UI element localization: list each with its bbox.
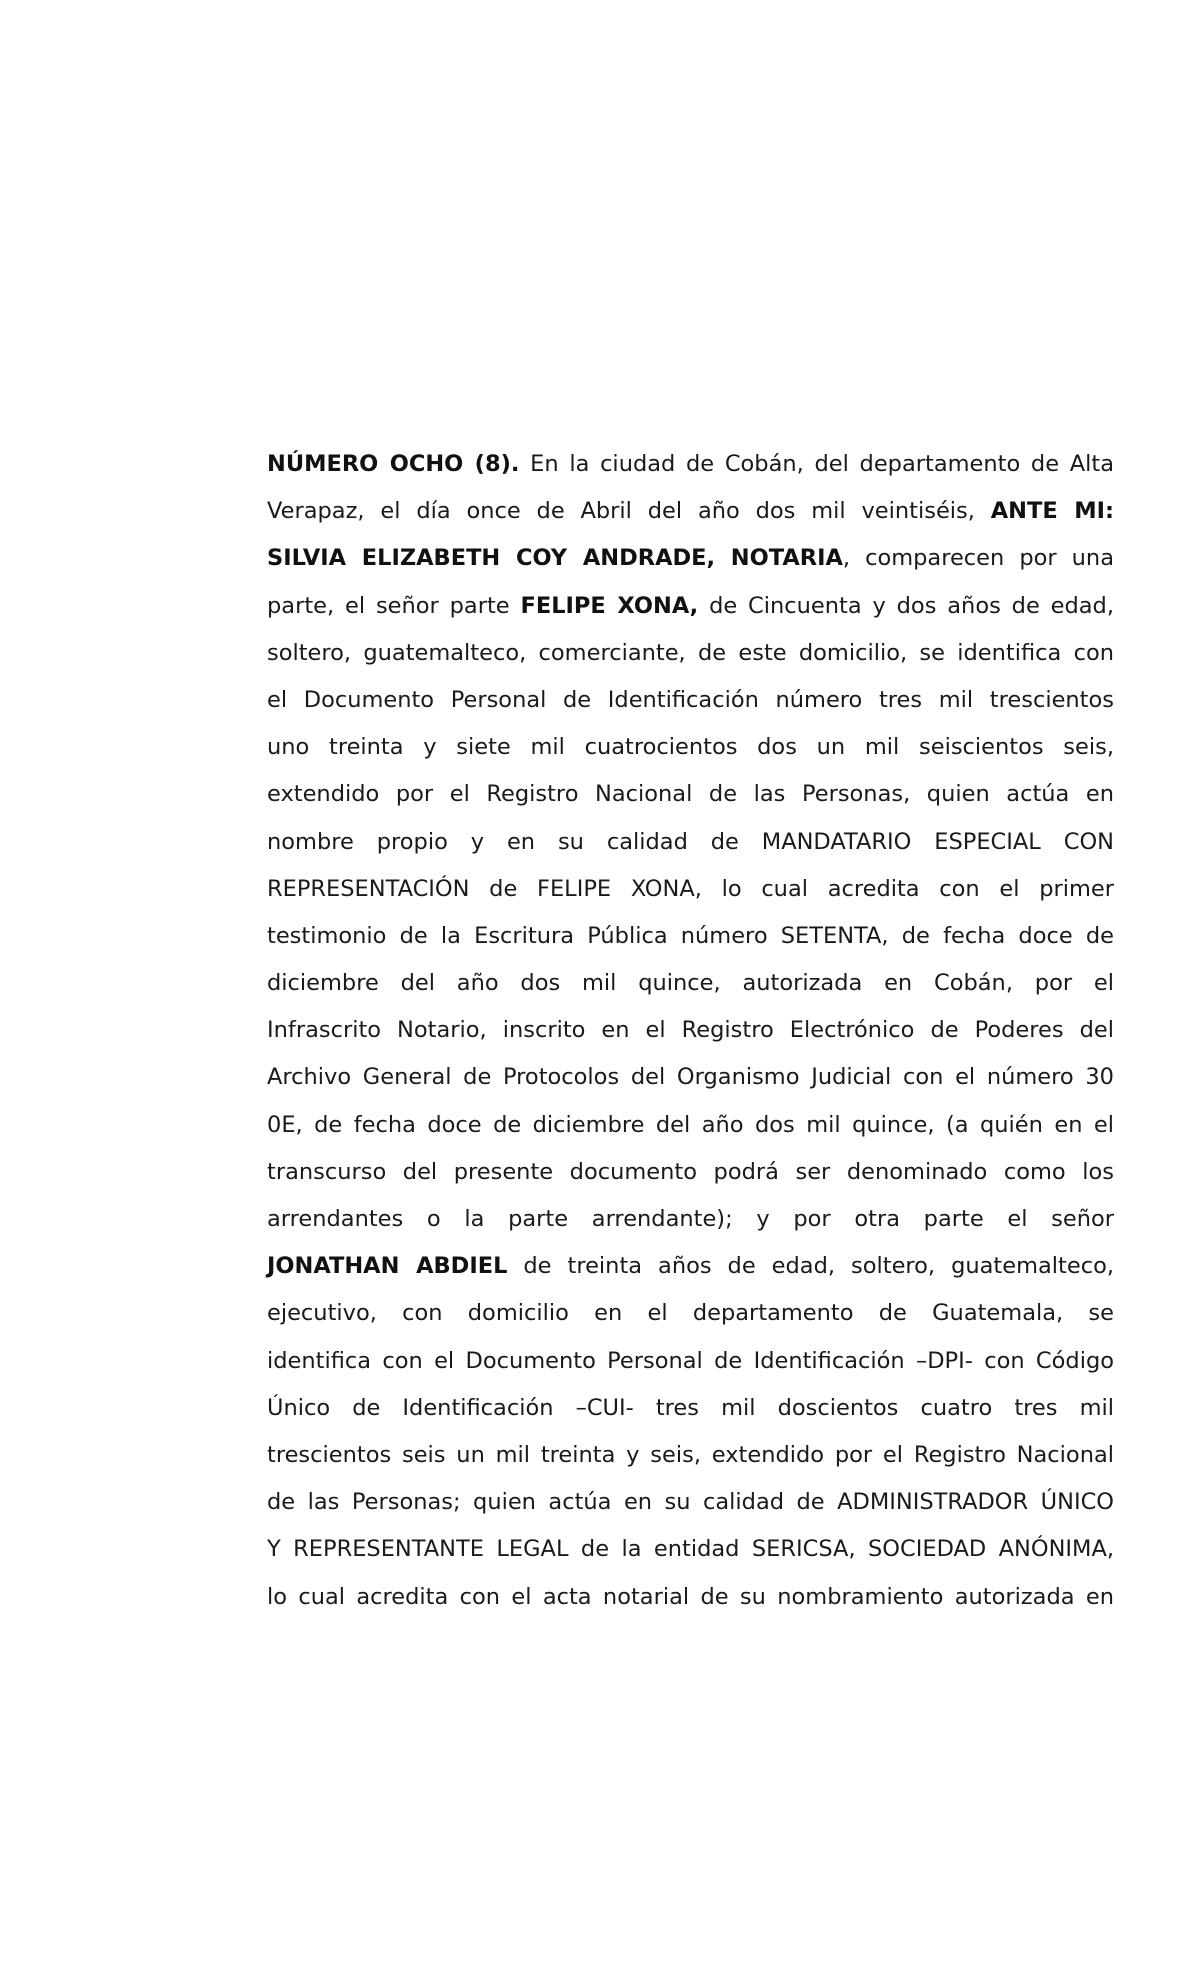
document-line <box>267 913 1114 960</box>
document-body <box>267 441 1114 1621</box>
body-text: Único de Identificación –CUI- tres mil doscientos cuatro tres mil <box>267 1394 1114 1421</box>
body-text: diciembre del año dos mil quince, autorizada en Cobán, por el <box>267 970 1114 997</box>
body-text: arrendantes o la parte arrendante); y por otra parte el señor <box>267 1206 1114 1232</box>
document-line <box>267 488 1114 535</box>
document-line <box>267 1149 1114 1196</box>
body-text: REPRESENTACIÓN de FELIPE XONA, lo cual acredita con el primer <box>267 875 1114 902</box>
document-line <box>267 535 1114 582</box>
body-text: parte, el señor parte <box>267 592 521 619</box>
body-text: soltero, guatemalteco, comerciante, de este domicilio, se identifica con <box>267 639 1114 666</box>
body-text: En la ciudad de Cobán, del departamento de Alta <box>519 451 1114 477</box>
body-text: Archivo General de Protocolos del Organismo Judicial con el número 30 <box>267 1064 1114 1091</box>
body-text: identifica con el Documento Personal de Identificación –DPI- con Código <box>267 1347 1114 1374</box>
document-line <box>267 1007 1114 1054</box>
document-line <box>267 1290 1114 1337</box>
document-line <box>267 1526 1114 1573</box>
document-line <box>267 960 1114 1007</box>
document-line <box>267 724 1114 771</box>
bold-text: NÚMERO OCHO (8). <box>267 451 520 477</box>
body-text: Y REPRESENTANTE LEGAL de la entidad SERICSA, SOCIEDAD ANÓNIMA, <box>267 1536 1114 1563</box>
body-text: testimonio de la Escritura Pública número SETENTA, de fecha doce de <box>267 922 1114 949</box>
document-line <box>267 1574 1114 1621</box>
document-line <box>267 1102 1114 1149</box>
document-line <box>267 866 1114 913</box>
document-line <box>267 677 1114 724</box>
body-text: transcurso del presente documento podrá ser denominado como los <box>267 1158 1114 1185</box>
document-line <box>267 1054 1114 1101</box>
body-text: Infrascrito Notario, inscrito en el Registro Electrónico de Poderes del <box>267 1017 1114 1044</box>
document-line <box>267 630 1114 677</box>
body-text: 0E, de fecha doce de diciembre del año dos mil quince, (a quién en el <box>267 1111 1114 1138</box>
document-line <box>267 441 1114 488</box>
document-line <box>267 1338 1114 1385</box>
body-text: de Cincuenta y dos años de edad, <box>698 592 1114 619</box>
bold-text: JONATHAN ABDIEL <box>267 1253 508 1280</box>
document-line <box>267 1479 1114 1526</box>
body-text: extendido por el Registro Nacional de las Personas, quien actúa en <box>267 781 1114 808</box>
document-line <box>267 1243 1114 1290</box>
body-text: nombre propio y en su calidad de MANDATARIO ESPECIAL CON <box>267 828 1114 855</box>
document-line <box>267 1385 1114 1432</box>
body-text: Verapaz, el día once de Abril del año dos mil veintiséis, <box>267 498 991 525</box>
bold-text: FELIPE XONA, <box>520 592 699 619</box>
body-text: uno treinta y siete mil cuatrocientos dos un mil seiscientos seis, <box>267 734 1114 761</box>
document-line <box>267 819 1114 866</box>
body-text: el Documento Personal de Identificación número tres mil trescientos <box>267 686 1114 713</box>
body-text: lo cual acredita con el acta notarial de su nombramiento autorizada en <box>267 1583 1114 1610</box>
body-text: ejecutivo, con domicilio en el departamento de Guatemala, se <box>267 1300 1114 1327</box>
body-text: de treinta años de edad, soltero, guatemalteco, <box>507 1253 1114 1280</box>
document-line <box>267 771 1114 818</box>
document-line <box>267 583 1114 630</box>
bold-text: ANTE MI: <box>990 498 1114 525</box>
bold-text: SILVIA ELIZABETH COY ANDRADE, NOTARIA <box>267 545 843 572</box>
body-text: trescientos seis un mil treinta y seis, extendido por el Registro Nacional <box>267 1441 1114 1468</box>
document-line <box>267 1432 1114 1479</box>
body-text: , comparecen por una <box>842 545 1114 572</box>
document-line <box>267 1196 1114 1243</box>
body-text: de las Personas; quien actúa en su calidad de ADMINISTRADOR ÚNICO <box>267 1489 1114 1516</box>
